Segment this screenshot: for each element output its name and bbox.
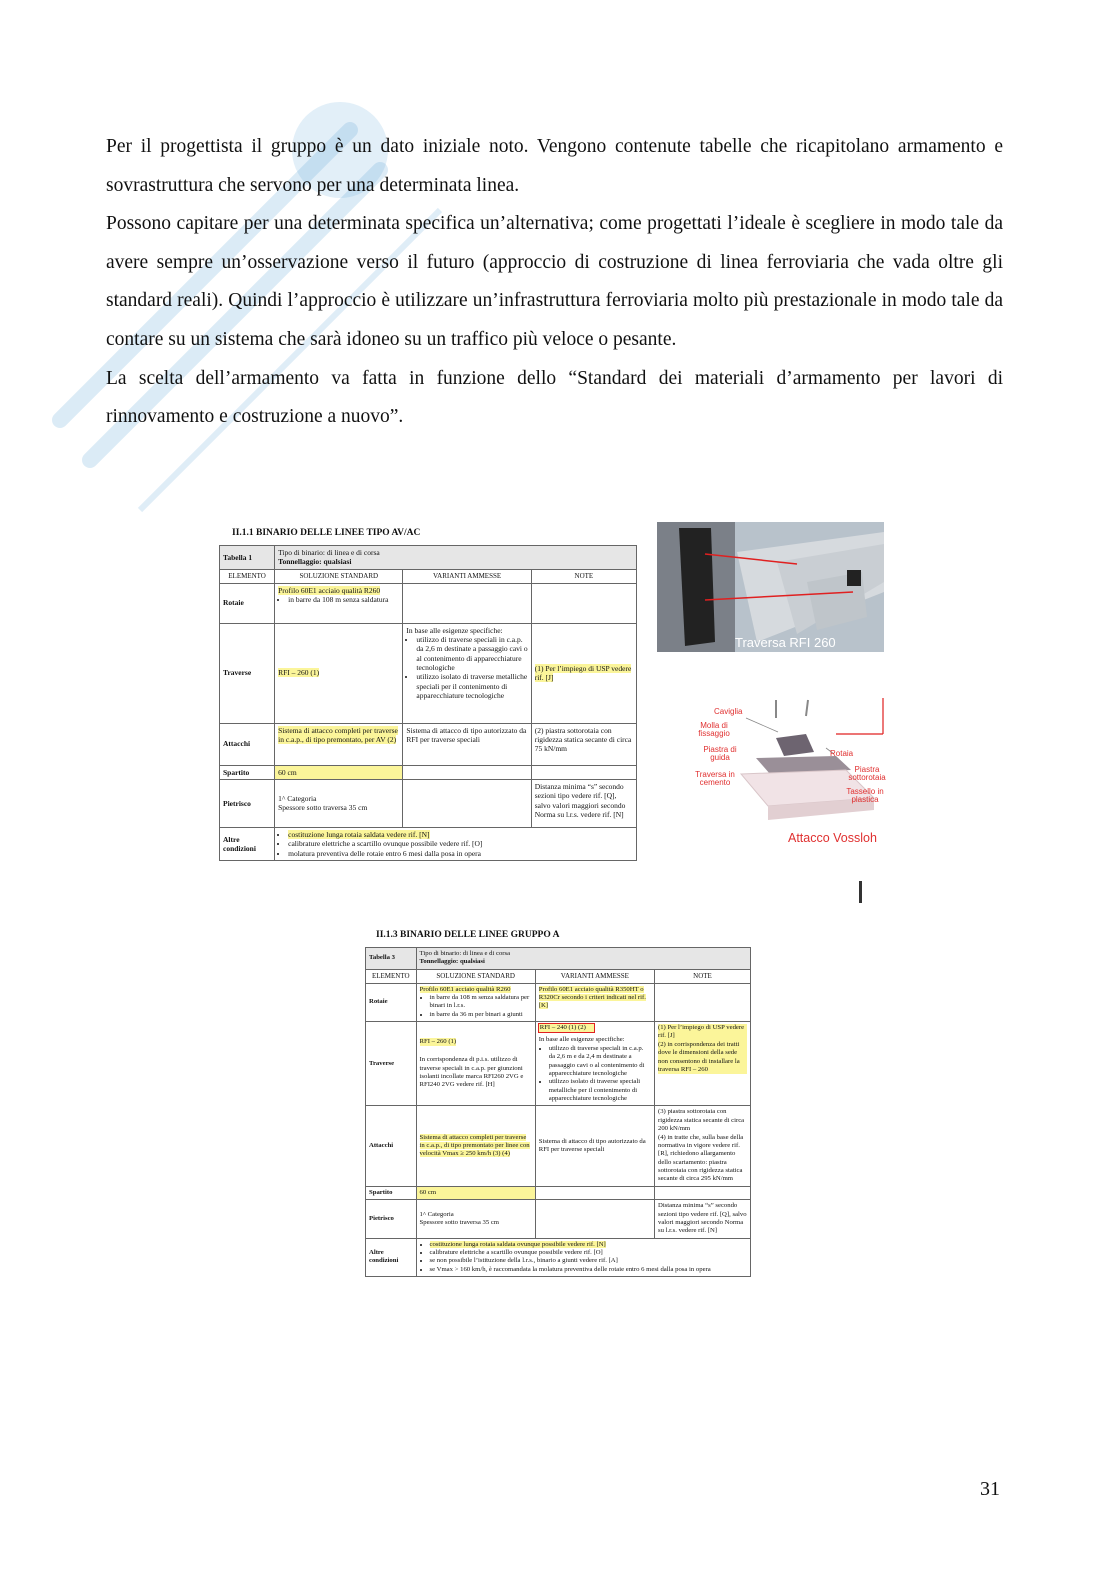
table3-row-rotaie: Rotaie Profilo 60E1 acciaio qualità R260 • in barre da 108 m senza saldatura per binari in l.r.s. • in barre da 36 m per binari a giunti Profilo 60E1 acciaio qualità R350HT o R320Cr secondo i criteri indicati nel rif. [K] (366, 983, 751, 1022)
table3-label: Tabella 3 (366, 948, 417, 970)
table3-row-attacchi: Attacchi Sistema di attacco completi per traverse in c.a.p., di tipo premontato per linee con velocità Vmax ≥ 250 km/h (3) (4) Sistema di attacco di tipo autorizzato da RFI per traverse speciali (3) piastra sottorotaia con rigidezza statica secante di circa 200 kN/mm (4) in tratte che, sulla base della normativa in vigore vedere rif. [R], richiedono allargamento dello scartamento: piastra sottorotaia con rigidezza statica secante di circa 295 kN/mm (366, 1106, 751, 1186)
traversa-photo-image (657, 522, 884, 652)
table-3 (365, 947, 751, 1277)
traversa-photo (657, 522, 884, 652)
table-1 (219, 545, 637, 861)
table3-caption: II.1.3 BINARIO DELLE LINEE GRUPPO A (376, 930, 560, 940)
table3-row-traverse: Traverse RFI – 260 (1) In corrispondenza di p.i.s. utilizzo di traverse speciali in c.a.p. per giunzioni isolanti incollate marca RFI260 2VG e RFI240 2VG vedere rif. [H] RFI – 240 (1) (2) In base alle esigenze specifiche: • utilizzo di traverse speciali in c.a.p. da 2,6 m e da 2,4 m destinate a passaggio cavi o al contenimento di apparecchiature tecnologiche • utilizzo isolato di traverse speciali metalliche per il contenimento di apparecchiature tecnologiche (1) Per l’impiego di USP vedere rif. [J] (2) in corrispondenza dei tratti dove le dimensioni della sede non consentono di installare la traversa RFI – 260 (366, 1022, 751, 1106)
label-molla: Molla di fissaggio (698, 721, 730, 739)
vertical-bar (859, 881, 862, 903)
label-tassello: Tassello in plastica (846, 787, 884, 805)
label-caviglia: Caviglia (714, 707, 743, 716)
table3-row-pietrisco: Pietrisco 1^ Categoria Spessore sotto traversa 35 cm Distanza minima “s” secondo sezioni tipo vedere rif. [Q], salvo valori maggiori secondo Norma su l.r.s. vedere rif. [N] (366, 1200, 751, 1239)
label-piastra-guida: Piastra di guida (703, 745, 737, 763)
table1-row-pietrisco: Pietrisco 1^ Categoria Spessore sotto traversa 35 cm Distanza minima “s” secondo sezioni tipo vedere rif. [Q], salvo valori maggiori secondo Norma su l.r.s. vedere rif. [N] (220, 779, 637, 827)
table1-head-row (220, 546, 637, 570)
table3-row-spartito: Spartito 60 cm (366, 1186, 751, 1199)
table1-head: Tipo di binario: di linea e di corsa Tonnellaggio: qualsiasi (275, 546, 637, 570)
page-number: 31 (980, 1478, 1000, 1500)
label-piastra-sottorotaia: Piastra sottorotaia (848, 765, 886, 783)
photo-label: Traversa RFI 260 (735, 635, 836, 650)
table1-column-headers: ELEMENTO SOLUZIONE STANDARD VARIANTI AMMESSE NOTE (220, 569, 637, 583)
label-traversa-cemento: Traversa in cemento (695, 770, 735, 788)
body-text (106, 128, 1003, 437)
paragraph-1: Per il progettista il gruppo è un dato iniziale noto. Vengono contenute tabelle che ricapitolano armamento e sovrastruttura che servono per una determinata linea. (106, 136, 1003, 196)
table1-row-altre: Altre condizioni • costituzione lunga rotaia saldata vedere rif. [N] • calibrature elettriche a scartillo ovunque possibile vedere rif. [O] • molatura preventiva delle rotaie entro 6 mesi dalla posa in opera (220, 827, 637, 860)
table1-caption: II.1.1 BINARIO DELLE LINEE TIPO AV/AC (232, 528, 421, 538)
table1-row-rotaie: Rotaie Profilo 60E1 acciaio qualità R260 • in barre da 108 m senza saldatura (220, 583, 637, 623)
paragraph-3: La scelta dell’armamento va fatta in funzione dello “Standard dei materiali d’armamento per lavori di rinnovamento e costruzione a nuovo”. (106, 367, 1003, 428)
table3-head: Tipo di binario: di linea e di corsa Tonnellaggio: qualsiasi (416, 948, 750, 970)
diagram-title: Attacco Vossloh (788, 831, 877, 845)
table1-label: Tabella 1 (220, 546, 275, 570)
table3-column-headers: ELEMENTO SOLUZIONE STANDARD VARIANTI AMMESSE NOTE (366, 969, 751, 983)
table3-head-row (366, 948, 751, 970)
label-rotaia: Rotaia (830, 749, 854, 758)
table1-row-attacchi: Attacchi Sistema di attacco completi per traverse in c.a.p., di tipo premontato, per AV (2) Sistema di attacco di tipo autorizzato da RFI per traverse speciali (2) piastra sottorotaia con rigidezza statica secante di circa 75 kN/mm (220, 723, 637, 765)
table3-row-altre: Altre condizioni • costituzione lunga rotaia saldata ovunque possibile vedere rif. [N] • calibrature elettriche a scartillo ovunque possibile vedere rif. [O] • se non possibile l’istituzione della l.r.s., binario a giunti vedere rif. [A] • se Vmax > 160 km/h, è raccomandata la molatura preventiva delle rotaie entro 6 mesi dalla posa in opera (366, 1238, 751, 1277)
table1-row-spartito: Spartito 60 cm (220, 765, 637, 779)
table1-row-traverse: Traverse RFI – 260 (1) In base alle esigenze specifiche: • utilizzo di traverse speciali in c.a.p. da 2,6 m destinate a passaggio cavi o al contenimento di apparecchiature tecnologiche • utilizzo isolato di traverse metalliche speciali per il contenimento di apparecchiature tecnologiche (1) Per l’impiego di USP vedere rif. [J] (220, 623, 637, 723)
paragraph-2: Possono capitare per una determinata specifica un’alternativa; come progettati l’ideale è scegliere in modo tale da avere sempre un’osservazione verso il futuro (approccio di costruzione di linea ferroviaria che vada oltre gli standard reali). Quindi l’approccio è utilizzare un’infrastruttura ferroviaria molto più prestazionale in modo tale da contare su un sistema che sarà idoneo su un traffico più veloce o pesante. (106, 213, 1003, 350)
